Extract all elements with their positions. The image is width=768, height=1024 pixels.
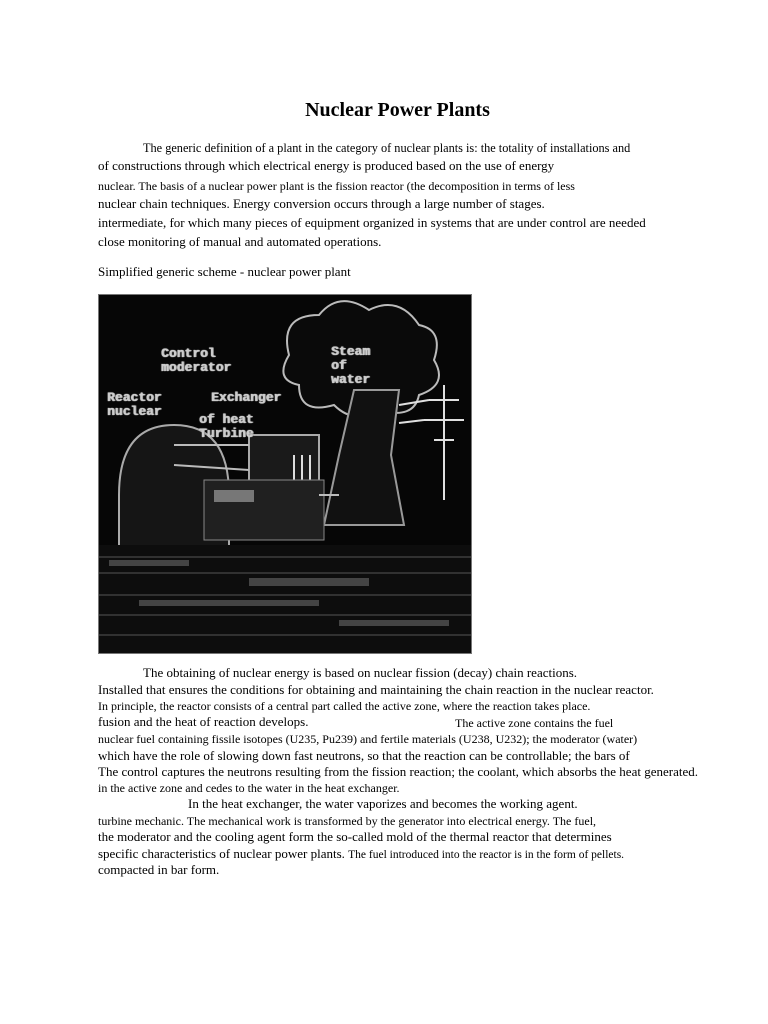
text-line: turbine mechanic. The mechanical work is transformed by the generator into electrical energy. The fuel, — [98, 814, 597, 828]
text-span: specific characteristics of nuclear power plants. — [98, 846, 345, 861]
text-line: In the heat exchanger, the water vaporizes and becomes the working agent. — [188, 796, 578, 811]
figure-label-reactor: Reactor nuclear — [107, 390, 162, 419]
turbine-hall — [204, 480, 324, 540]
text-line: The active zone contains the fuel — [455, 716, 614, 730]
figure-label-exchanger: Exchanger — [211, 390, 282, 405]
text-line: which have the role of slowing down fast neutrons, so that the reaction can be controllable; the bars of — [98, 748, 630, 763]
text-line: Installed that ensures the conditions for obtaining and maintaining the chain reaction in the nuclear reactor. — [98, 682, 654, 697]
figure-label-steam: Steam of water — [331, 344, 371, 387]
text-line: of constructions through which electrical energy is produced based on the use of energy — [98, 158, 555, 173]
text-line: The obtaining of nuclear energy is based on nuclear fission (decay) chain reactions. — [143, 665, 578, 680]
text-line: nuclear. The basis of a nuclear power plant is the fission reactor (the decomposition in terms of less — [98, 179, 575, 193]
figure-label-control: Control moderator — [161, 346, 232, 375]
plant-scheme-drawing — [99, 295, 471, 653]
text-line: in the active zone and cedes to the water in the heat exchanger. — [98, 781, 400, 795]
text-line: nuclear chain techniques. Energy conversion occurs through a large number of stages. — [98, 196, 545, 211]
text-line: The control captures the neutrons resulting from the fission reaction; the coolant, which absorbs the heat generated. — [98, 764, 698, 779]
text-line: nuclear fuel containing fissile isotopes (U235, Pu239) and fertile materials (U238, U232); the moderator (water) — [98, 732, 638, 746]
text-span: The fuel introduced into the reactor is in the form of pellets. — [348, 849, 625, 861]
text-line: compacted in bar form. — [98, 862, 220, 877]
figure-label-heat-turbine: of heat Turbine — [199, 412, 254, 441]
figure-caption: Simplified generic scheme - nuclear power plant — [98, 264, 351, 279]
text-line: The generic definition of a plant in the category of nuclear plants is: the totality of installations and — [143, 141, 631, 155]
text-line: In principle, the reactor consists of a central part called the active zone, where the reaction takes place. — [98, 699, 591, 713]
nuclear-plant-scheme-image — [98, 294, 472, 654]
page-title: Nuclear Power Plants — [305, 99, 490, 121]
text-line: close monitoring of manual and automated operations. — [98, 234, 382, 249]
text-line: intermediate, for which many pieces of equipment organized in systems that are under control are needed — [98, 215, 646, 230]
text-line — [98, 846, 624, 863]
text-line: the moderator and the cooling agent form the so-called mold of the thermal reactor that determines — [98, 829, 612, 844]
text-line: fusion and the heat of reaction develops. — [98, 714, 309, 729]
